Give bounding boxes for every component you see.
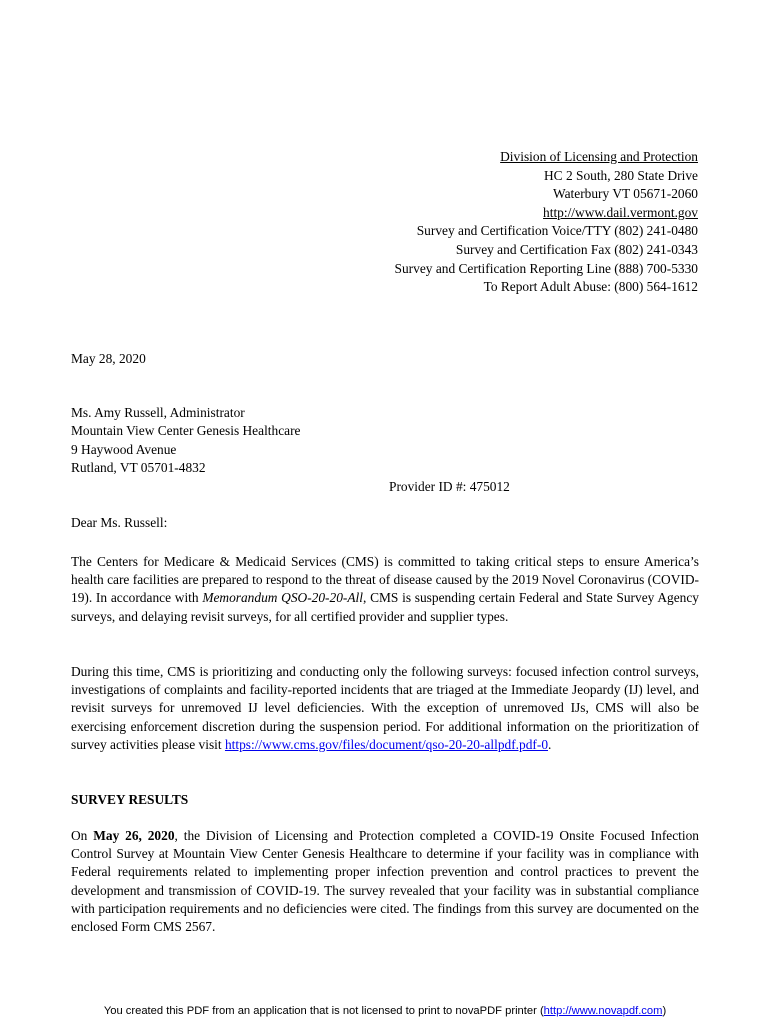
footer-end: ) [662,1005,667,1017]
recipient-address [71,404,301,478]
abuse-line: To Report Adult Abuse: (800) 564-1612 [483,279,698,295]
intro-text: The Centers for Medicare & Medicaid Services (CMS) is committed to taking critical steps to ensure America’s health care facilities are prepared to respond to the threat of disease caused by the 2019 Novel Coronavirus (COVID-19). In accordance with [71,554,699,606]
reporting-line: Survey and Certification Reporting Line (888) 700-5330 [394,260,698,276]
salutation: Dear Ms. Russell: [71,515,168,530]
paragraph-intro [71,553,699,626]
survey-date: May 26, 2020 [93,828,175,843]
prioritization-end: . [548,736,552,752]
fax-line: Survey and Certification Fax (802) 241-0343 [455,241,698,257]
cms-memo-link[interactable]: https://www.cms.gov/files/document/qso-20-20-allpdf.pdf-0 [224,736,549,752]
letter-date: May 28, 2020 [71,351,146,366]
results-on: On [71,828,94,843]
recipient-name: Ms. Amy Russell, Administrator [71,405,245,420]
memo-reference: Memorandum QSO-20-20-All [202,590,363,606]
address-line-1: HC 2 South, 280 State Drive [544,167,698,183]
letterhead [395,148,698,297]
recipient-city: Rutland, VT 05701-4832 [71,460,206,476]
provider-id: Provider ID #: 475012 [389,479,510,494]
results-text: , the Division of Licensing and Protection completed a COVID-19 Onsite Focused Infection Control Survey at Mountain View Center Genesis Healthcare to determine if your facility was in compliance with Federal requirements related to implementing proper infection prevention and control practices to prevent the development and transmission of COVID-19. The survey revealed that your facility was in substantial compliance with participation requirements and no deficiencies were cited. The findings from this survey are documented on the enclosed Form CMS 2567. [71,828,699,935]
division-name: Division of Licensing and Protection [500,149,698,164]
voice-line: Survey and Certification Voice/TTY (802) 241-0480 [416,223,698,239]
recipient-street: 9 Haywood Avenue [71,441,177,457]
intro-text-end: , CMS is suspending certain Federal and State Survey Agency surveys, and delaying revisit surveys, for all certified provider and supplier types. [71,590,699,624]
footer-text: You created this PDF from an application that is not licensed to print to novaPDF printer ( [103,1005,544,1017]
section-heading: SURVEY RESULTS [71,792,189,807]
recipient-facility: Mountain View Center Genesis Healthcare [71,423,301,439]
paragraph-results [71,827,699,936]
novapdf-link[interactable]: http://www.novapdf.com [543,1005,663,1017]
paragraph-prioritization [71,663,699,754]
novapdf-footer [0,1005,770,1017]
address-line-2: Waterbury VT 05671-2060 [553,186,698,202]
prioritization-text: During this time, CMS is prioritizing and conducting only the following surveys: focused infection control surveys, investigations of complaints and facility-reported incidents that are triaged at the Immediate Jeopardy (IJ) level, and revisit surveys for unremoved IJ level deficiencies. With the exception of unremoved IJs, CMS will also be exercising enforcement discretion during the suspension period. For additional information on the prioritization of survey activities please visit [71,664,699,752]
website-link[interactable]: http://www.dail.vermont.gov [543,204,698,220]
